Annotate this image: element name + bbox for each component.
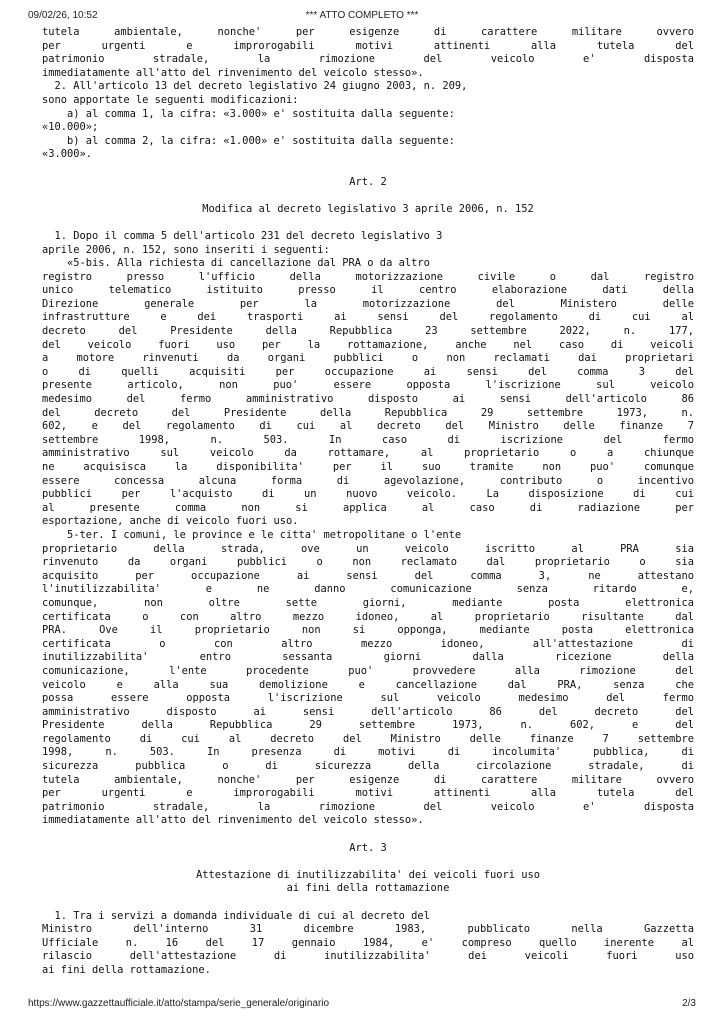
text-line: sicurezza pubblica o di sicurezza della circolazione stradale, di <box>42 760 694 773</box>
text-line: certificata o con altro mezzo idoneo, al proprietario risultante dal <box>42 610 694 623</box>
text-line: 1. Dopo il comma 5 dell'articolo 231 del decreto legislativo 3 <box>42 229 443 242</box>
text-line: a motore rinvenuti da organi pubblici o non reclamati dai proprietari <box>42 352 694 365</box>
text-line: presente articolo, non puo' essere opposta l'iscrizione sul veicolo <box>42 379 694 392</box>
document-body <box>42 26 694 978</box>
text-line: «10.000»; <box>42 121 99 134</box>
text-line: possa essere opposta l'iscrizione sul veicolo medesimo del fermo <box>42 692 694 705</box>
print-footer <box>28 998 696 1012</box>
text-line: comunque, non oltre sette giorni, mediante posta elettronica <box>42 596 694 609</box>
text-line: 2. All'articolo 13 del decreto legislativo 24 giugno 2003, n. 209, <box>42 80 468 93</box>
text-line: 602, e del regolamento di cui al decreto del Ministro delle finanze 7 <box>42 420 694 433</box>
page-number: 2/3 <box>682 998 696 1009</box>
article-title: Attestazione di inutilizzabilita' dei veicoli fuori uso <box>195 868 541 881</box>
text-line: Direzione generale per la motorizzazione del Ministero delle <box>42 297 694 310</box>
text-line: infrastrutture e dei trasporti ai sensi del regolamento di cui al <box>42 311 694 324</box>
text-line: tutela ambientale, nonche' per esigenze di carattere militare ovvero <box>42 26 694 38</box>
text-line: pubblici per l'acquisto di un nuovo veicolo. La disposizione di cui <box>42 488 694 501</box>
text-line: 5-ter. I comuni, le province e le citta' metropolitane o l'ente <box>42 528 462 541</box>
text-line: l'inutilizzabilita' e ne danno comunicazione senza ritardo e, <box>42 583 694 596</box>
text-line: medesimo del fermo amministrativo disposto ai sensi dell'articolo 86 <box>42 393 694 406</box>
text-line: Ufficiale n. 16 del 17 gennaio 1984, e' compreso quello inerente al <box>42 936 694 949</box>
text-line: a) al comma 1, la cifra: «3.000» e' sostituita dalla seguente: <box>42 107 455 120</box>
text-line: immediatamente all'atto del rinvenimento del veicolo stesso». <box>42 814 424 827</box>
text-line: immediatamente all'atto del rinvenimento del veicolo stesso». <box>42 66 424 79</box>
article-title: ai fini della rottamazione <box>286 882 450 895</box>
print-datetime: 09/02/26, 10:52 <box>28 10 98 21</box>
text-line: regolamento di cui al decreto del Ministro delle finanze 7 settembre <box>42 732 694 745</box>
text-line: del decreto del Presidente della Repubblica 29 settembre 1973, n. <box>42 406 694 419</box>
print-header <box>28 10 696 24</box>
text-line: comunicazione, l'ente procedente puo' provvedere alla rimozione del <box>42 664 694 677</box>
text-line: essere concessa alcuna forma di agevolazione, contributo o incentivo <box>42 474 694 487</box>
text-line: unico telematico istituito presso il centro elaborazione dati della <box>42 284 694 297</box>
text-line: al presente comma non si applica al caso di radiazione per <box>42 501 694 514</box>
text-line: patrimonio stradale, la rimozione del veicolo e' disposta <box>42 53 694 66</box>
text-line: rilascio dell'attestazione di inutilizzabilita' dei veicoli fuori uso <box>42 950 694 963</box>
text-line: b) al comma 2, la cifra: «1.000» e' sostituita dalla seguente: <box>42 134 455 147</box>
text-line: settembre 1998, n. 503. In caso di iscrizione del fermo <box>42 433 694 446</box>
text-line: aprile 2006, n. 152, sono inseriti i seguenti: <box>42 243 330 256</box>
text-line: decreto del Presidente della Repubblica 23 settembre 2022, n. 177, <box>42 325 694 338</box>
text-line: «5-bis. Alla richiesta di cancellazione dal PRA o da altro <box>42 257 430 270</box>
print-title: *** ATTO COMPLETO *** <box>305 10 419 21</box>
text-line: sono apportate le seguenti modificazioni: <box>42 93 299 106</box>
print-url: https://www.gazzettaufficiale.it/atto/stampa/serie_generale/originario <box>28 998 330 1009</box>
text-line: PRA. Ove il proprietario non si opponga, mediante posta elettronica <box>42 624 694 637</box>
text-line: tutela ambientale, nonche' per esigenze di carattere militare ovvero <box>42 773 694 786</box>
text-line: esportazione, anche di veicolo fuori uso. <box>42 515 299 528</box>
text-line: 1998, n. 503. In presenza di motivi di incolumita' pubblica, di <box>42 746 694 759</box>
text-line: veicolo e alla sua demolizione e cancellazione dal PRA, senza che <box>42 678 694 691</box>
text-line: per urgenti e improrogabili motivi attinenti alla tutela del <box>42 39 694 52</box>
text-line: certificata o con altro mezzo idoneo, all'attestazione di <box>42 637 694 650</box>
text-line: o di quelli acquisiti per occupazione ai sensi del comma 3 del <box>42 365 694 378</box>
text-line: acquisito per occupazione ai sensi del comma 3, ne attestano <box>42 569 694 582</box>
text-line: Presidente della Repubblica 29 settembre 1973, n. 602, e del <box>42 719 694 732</box>
text-line: amministrativo disposto ai sensi dell'articolo 86 del decreto del <box>42 705 694 718</box>
text-line: proprietario della strada, ove un veicolo iscritto al PRA sia <box>42 542 694 555</box>
text-line: amministrativo sul veicolo da rottamare, al proprietario o a chiunque <box>42 447 694 460</box>
text-line: Ministro dell'interno 31 dicembre 1983, pubblicato nella Gazzetta <box>42 923 694 936</box>
article-heading: Art. 3 <box>349 841 387 854</box>
text-line: ai fini della rottamazione. <box>42 963 211 976</box>
text-line: «3.000». <box>42 148 93 161</box>
article-title: Modifica al decreto legislativo 3 aprile 2006, n. 152 <box>202 202 534 215</box>
text-line: patrimonio stradale, la rimozione del veicolo e' disposta <box>42 800 694 813</box>
article-heading: Art. 2 <box>349 175 387 188</box>
text-line: del veicolo fuori uso per la rottamazione, anche nel caso di veicoli <box>42 338 694 351</box>
text-line: rinvenuto da organi pubblici o non reclamato dal proprietario o sia <box>42 556 694 569</box>
text-line: ne acquisisca la disponibilita' per il suo tramite non puo' comunque <box>42 461 694 473</box>
text-line: per urgenti e improrogabili motivi attinenti alla tutela del <box>42 787 694 800</box>
text-line: inutilizzabilita' entro sessanta giorni dalla ricezione della <box>42 651 694 664</box>
text-line: 1. Tra i servizi a domanda individuale di cui al decreto del <box>42 909 430 922</box>
text-line: registro presso l'ufficio della motorizzazione civile o dal registro <box>42 270 694 283</box>
